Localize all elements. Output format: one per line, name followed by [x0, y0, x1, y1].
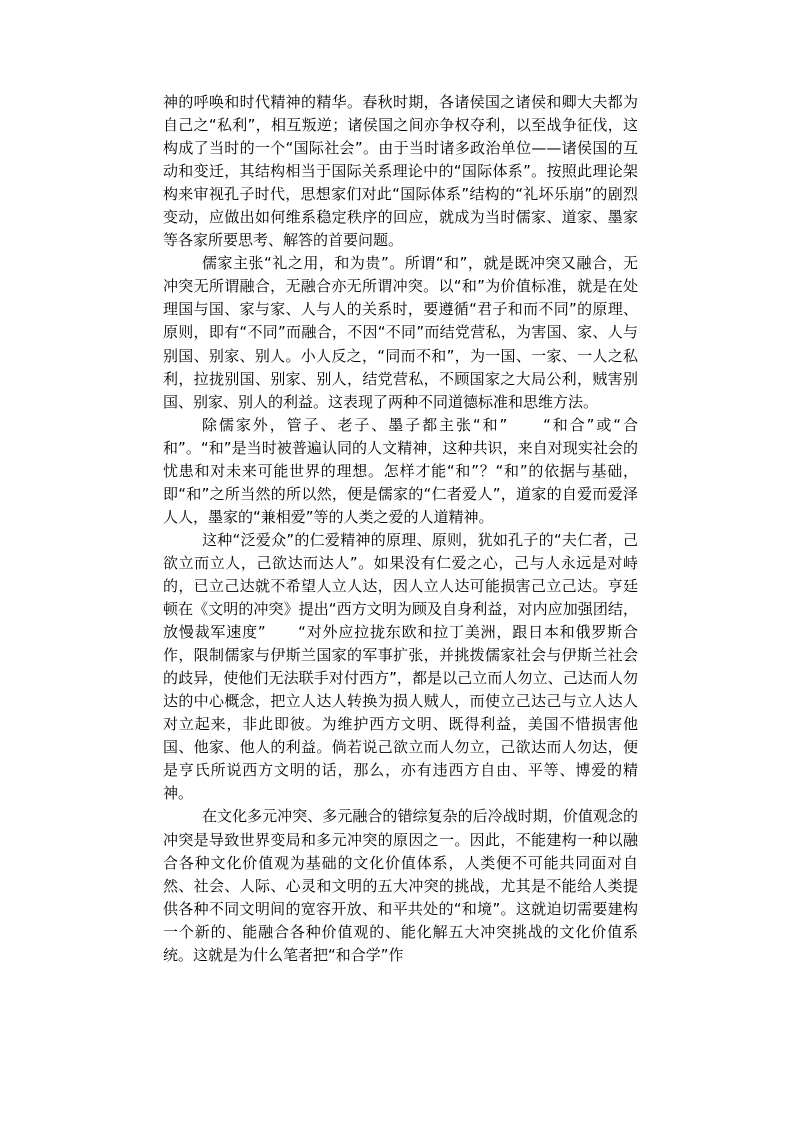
document-body — [163, 91, 638, 967]
paragraph-3: 除儒家外，管子、老子、墨子都主张“和” “和合”或“合和”。“和”是当时被普遍认同的人文精神，这种共识，来自对现实社会的忧患和对未来可能世界的理想。怎样才能“和”？“和”的依据与基础，即“和”之所当然的所以然，便是儒家的“仁者爱人”，道家的自爱而爱泽人人，墨家的“兼相爱”等的人类之爱的人道精神。 — [163, 415, 638, 526]
paragraph-5: 在文化多元冲突、多元融合的错综复杂的后冷战时期，价值观念的冲突是导致世界变局和多元冲突的原因之一。因此，不能建构一种以融合各种文化价值观为基础的文化价值体系，人类便不可能共同面对自然、社会、人际、心灵和文明的五大冲突的挑战，尤其是不能给人类提供各种不同文明间的宽容开放、和平共处的“和境”。这就迫切需要建构一个新的、能融合各种价值观的、能化解五大冲突挑战的文化价值系统。这就是为什么笔者把“和合学”作 — [163, 807, 638, 964]
paragraph-4: 这种“泛爱众”的仁爱精神的原理、原则，犹如孔子的“夫仁者，己欲立而立人，己欲达而达人”。如果没有仁爱之心，己与人永远是对峙的，已立己达就不希望人立人达，因人立人达可能损害己立己达。亨廷顿在《文明的冲突》提出“西方文明为顾及自身利益，对内应加强团结，放慢裁军速度” “对外应拉拢东欧和拉丁美洲，跟日本和俄罗斯合作，限制儒家与伊斯兰国家的军事扩张，并挑拨儒家社会与伊斯兰社会的歧异，使他们无法联手对付西方”，都是以己立而人勿立、己达而人勿达的中心概念，把立人达人转换为损人贼人，而使立己达己与立人达人对立起来，非此即彼。为维护西方文明、既得利益，美国不惜损害他国、他家、他人的利益。倘若说己欲立而人勿立，己欲达而人勿达，便是亨氏所说西方文明的话，那么，亦有违西方自由、平等、博爱的精神。 — [163, 530, 638, 803]
paragraph-1: 神的呼唤和时代精神的精华。春秋时期，各诸侯国之诸侯和卿大夫都为自己之“私利”，相互叛逆；诸侯国之间亦争权夺利，以至战争征伐，这构成了当时的一个“国际社会”。由于当时诸多政治单位——诸侯国的互动和变迁，其结构相当于国际关系理论中的“国际体系”。按照此理论架构来审视孔子时代，思想家们对此“国际体系”结构的“礼坏乐崩”的剧烈变动，应做出如何维系稳定秩序的回应，就成为当时儒家、道家、墨家等各家所要思考、解答的首要问题。 — [163, 93, 638, 250]
paragraph-2: 儒家主张“礼之用，和为贵”。所谓“和”，就是既冲突又融合，无冲突无所谓融合，无融合亦无所谓冲突。以“和”为价值标准，就是在处理国与国、家与家、人与人的关系时，要遵循“君子和而不同”的原理、原则，即有“不同”而融合，不因“不同”而结党营私，为害国、家、人与别国、别家、别人。小人反之，“同而不和”，为一国、一家、一人之私利，拉拢别国、别家、别人，结党营私，不顾国家之大局公利，贼害别国、别家、别人的利益。这表现了两种不同道德标准和思维方法。 — [163, 254, 638, 411]
